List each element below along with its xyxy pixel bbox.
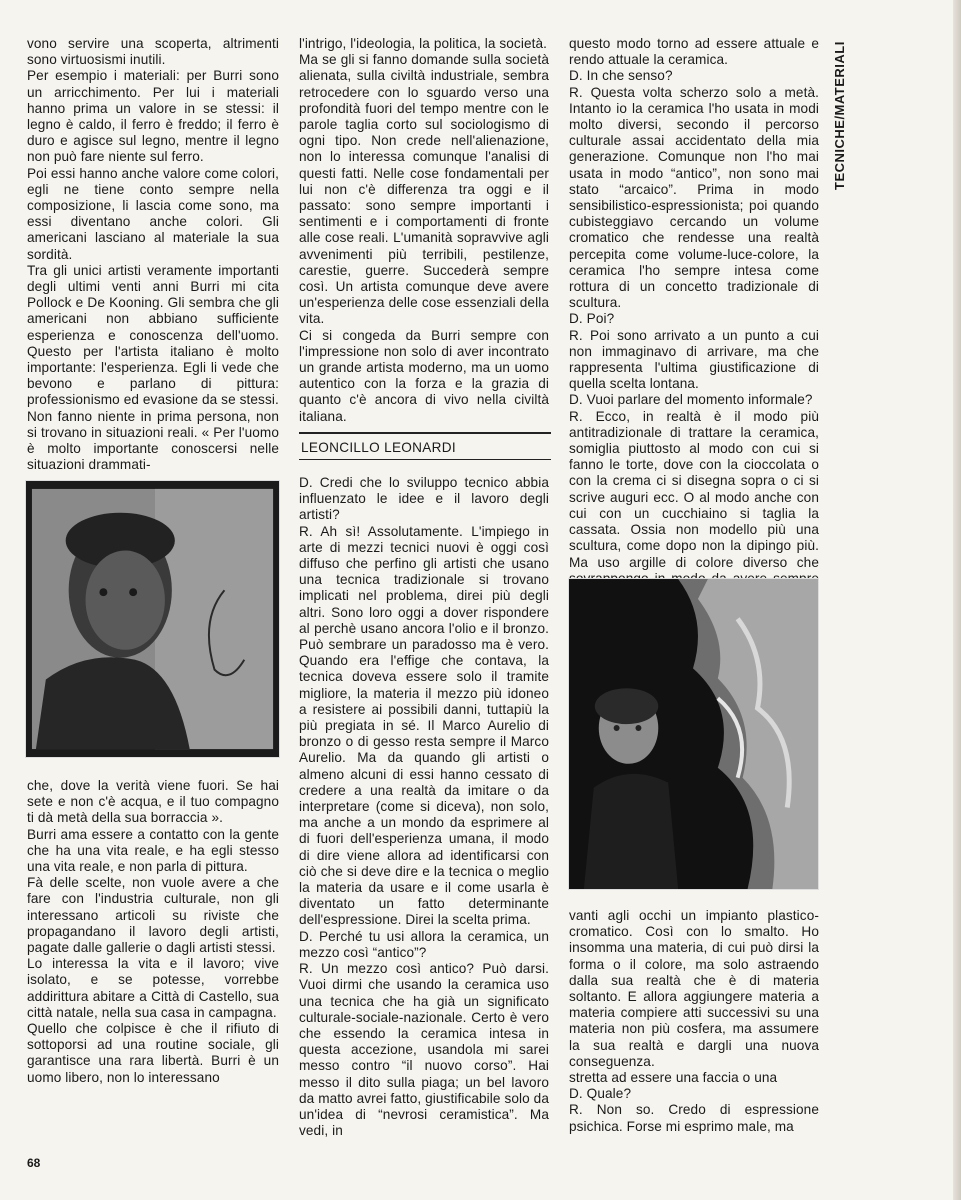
section-side-label: TECNICHE/MATERIALI xyxy=(832,41,847,190)
page-number: 68 xyxy=(27,1156,41,1170)
paragraph: D. Credi che lo sviluppo tecnico abbia influenzato le idee e il lavoro degli artisti? xyxy=(299,475,549,523)
photo-burri-portrait xyxy=(25,480,280,758)
paragraph: D. In che senso? xyxy=(569,68,673,84)
paragraph: Non fanno niente in prima persona, non si trovano in situazioni reali. « Per l'uomo è molto importante conoscersi nelle situazioni drammati- xyxy=(27,408,279,473)
paragraph: D. Poi? xyxy=(569,311,615,327)
paragraph: Burri ama essere a contatto con la gente che ha una vita reale, e ha egli stesso una vita reale, e non parla di pittura. xyxy=(27,826,279,875)
paragraph: Ci si congeda da Burri sempre con l'impressione non solo di aver incontrato un grande artista moderno, ma un uomo autentico con la forza e la grazia di quanto c'è ancora di vivo nella civiltà italiana. xyxy=(299,327,549,424)
paragraph: R. Ah sì! Assolutamente. L'impiego in arte di mezzi tecnici nuovi è oggi così diffuso che perfino gli artisti che usano una tecnica tradizionale si trovano implicati nel problema, direi più degli altri. Sono loro oggi a dover rispondere al perchè usano ancora l'olio e il bronzo. Può sembrare un paradosso ma è vero. Quando era l'effige che contava, la tecnica doveva essere solo il tramite migliore, la materia il mezzo più idoneo a resistere ai possibili danni, tuttapiù la più pregiata in sé. Il Marco Aurelio di bronzo o di gesso resta sempre il Marco Aurelio. Ma da quando gli artisti o almeno alcuni di essi hanno cessato di credere a una realtà da imitare o da interpretare (come si diceva), non solo, ma anche a un mondo da esprimere al di fuori dell'esperienza umana, il modo di dire viene allora ad identificarsi con ciò che si deve dire e la tecnica o meglio la materia da usare e il come usarla è diventato un fatto determinante dell'espressione. Direi la scelta prima. xyxy=(299,523,549,928)
column-3-bottom xyxy=(569,908,819,1135)
portrait-image xyxy=(26,481,279,757)
paragraph: R. Non so. Credo di espressione psichica. Forse mi esprimo male, ma xyxy=(569,1102,819,1134)
page-edge xyxy=(953,0,961,1200)
paragraph: questo modo torno ad essere attuale e rendo attuale la ceramica. xyxy=(569,36,819,68)
paragraph: Quello che colpisce è che il rifiuto di sottoporsi ad una routine sociale, gli garantisce una rara libertà. Burri è un uomo libero, non lo interessano xyxy=(27,1021,279,1085)
paragraph: Ma se gli si fanno domande sulla società alienata, sulla civiltà industriale, sembra retrocedere con lo sguardo verso una profondità fuori del tempo mentre con le parole taglia corto sul sociologismo di ogni tipo. Non crede nell'alienazione, non lo interessa comunque l'analisi di questi fatti. Nelle cose fondamentali per lui non c'è differenza tra oggi e il passato: sono sempre importanti i sentimenti e i comportamenti di fronte alle cose reali. L'umanità sopravvive agli avvenimenti più terribili, pestilenze, carestie, guerre. Succederà sempre così. Un artista comunque deve avere un'esperienza delle cose essenziali della vita. xyxy=(299,52,549,327)
paragraph: Lo interessa la vita e il lavoro; vive isolato, e se potesse, vorrebbe addirittura abitare a Città di Castello, sua città natale, nella sua casa in campagna. xyxy=(27,956,279,1020)
photo-leoncillo-sculpture xyxy=(568,578,819,890)
paragraph: D. Vuoi parlare del momento informale? xyxy=(569,392,813,408)
column-3-top xyxy=(569,36,819,603)
paragraph: R. Poi sono arrivato a un punto a cui non immaginavo di arrivare, ma che rappresenta l'ultima giustificazione di quella scelta lontana. xyxy=(569,327,819,392)
column-2-top xyxy=(299,36,549,425)
paragraph: vono servire una scoperta, altrimenti sono virtuosismi inutili. xyxy=(27,36,279,68)
column-1-bottom xyxy=(27,778,279,1086)
paragraph: D. Quale? xyxy=(569,1086,632,1102)
paragraph: che, dove la verità viene fuori. Se hai sete e non c'è acqua, e il tuo compagno ti dà metà della sua borraccia ». xyxy=(27,778,279,826)
paragraph: Poi essi hanno anche valore come colori, egli ne tiene conto sempre nella composizione, li lascia come sono, ma essi diventano anche colori. Gli americani lasciano al materiale la sua sordità. xyxy=(27,165,279,262)
paragraph: D. Perché tu usi allora la ceramica, un mezzo così “antico”? xyxy=(299,928,549,960)
paragraph: l'intrigo, l'ideologia, la politica, la società. xyxy=(299,36,548,51)
paragraph: Tra gli unici artisti veramente importanti degli ultimi venti anni Burri mi cita Pollock e De Kooning. Gli sembra che gli americani non abbiano sufficiente esperienza e conoscenza dell'uomo. Questo per l'artista italiano è molto importante: l'esperienza. Egli li vede che bevono e parlano di pittura: professionismo ed evasione da se stessi. xyxy=(27,262,279,408)
column-2-bottom xyxy=(299,475,549,1139)
paragraph: R. Un mezzo così antico? Può darsi. Vuoi dirmi che usando la ceramica uso una tecnica che ha già un significato culturale-sociale-nazionale. Certo è vero che essendo la ceramica intesa in questa accezione, usandola mi sarei messo contro “il nuovo corso”. Hai messo il dito sulla piaga; un bel lavoro da matto avrei fatto, giustificabile solo da un'idea di “nevrosi ceramistica”. Ma vedi, in xyxy=(299,961,549,1139)
paragraph: vanti agli occhi un impianto plastico-cromatico. Così con lo smalto. Ho insomma una materia, di cui può dirsi la forma o il colore, ma solo astraendo dalla sua realtà che è di materia soltanto. E allora aggiungere materia a materia compiere atti successivi su una materia non più cosfera, ma assumere la sua realtà e dargli una nuova conseguenza. xyxy=(569,908,819,1069)
paragraph: Per esempio i materiali: per Burri sono un arricchimento. Per lui i materiali hanno prima un valore in se stessi: il legno è caldo, il ferro è freddo; il ferro è duro e agisce sul legno, mentre il legno non può fare niente sul ferro. xyxy=(27,68,279,165)
paragraph: R. Ecco, in realtà è il modo più antitradizionale di trattare la ceramica, somiglia piuttosto al modo con cui si fanno le torte, dove con la cioccolata o con la crema ci si disegna sopra o ci si scrive auguri ecc. O al modo anche con cui con un cucchiaino si taglia la cassata. Ossia non modello più una scultura, come dopo non la dipingo più. Ma uso argille di colore diverso che xyxy=(569,408,819,570)
sculpture-image xyxy=(569,579,818,889)
paragraph: stretta ad essere una faccia o una xyxy=(569,1070,778,1086)
paragraph: R. Questa volta scherzo solo a metà. Intanto io la ceramica l'ho usata in modi molto diversi, secondo il percorso culturale assai accidentato della mia generazione. Comunque non l'ho mai usata in modo “antico”, non sono mai stato “arcaico”. Prima in modo sensibilistico-espressionista; poi quando cubisteggiavo cercando un volume cromatico che rendesse una realtà percepita come volume-luce-colore, la ceramica l'ho sempre intesa come rottura di un concetto tradizionale di scultura. xyxy=(569,84,819,311)
paragraph: Fà delle scelte, non vuole avere a che fare con l'industria culturale, non gli interessano articoli su riviste che propagandano il lavoro degli artisti, pagate dalle gallerie o dagli artisti stessi. xyxy=(27,875,279,956)
column-1-top xyxy=(27,36,279,473)
section-heading: LEONCILLO LEONARDI xyxy=(299,432,551,460)
